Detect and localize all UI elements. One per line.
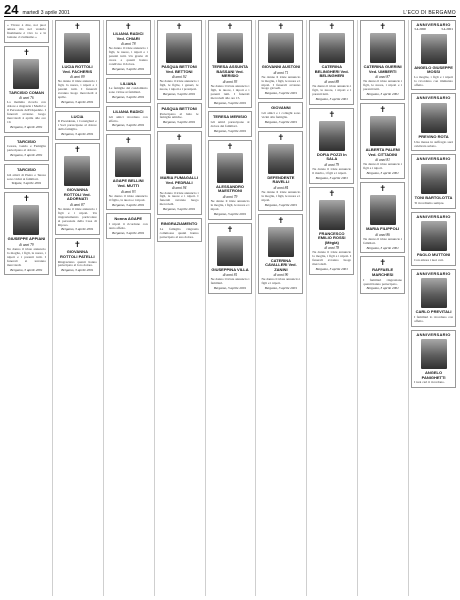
deceased-name: DEFENDENTE RAVELLI <box>267 174 295 185</box>
notice-text: Gli amici ricordano con affetto. <box>108 114 148 123</box>
portrait-photo <box>217 236 243 266</box>
obituary-notice <box>55 143 100 235</box>
notice-place-date: Bergamo, 3 aprile 2001 <box>366 245 399 250</box>
notice-text: Ne danno il triste annuncio la moglie, i figli, le nuore, i nipoti e i parenti tutti. I funerali si terranno mercoledì. <box>7 247 46 267</box>
deceased-age: di anni 93 <box>120 189 136 194</box>
portrait-photo <box>370 116 396 146</box>
deceased-name: GIOVANNA ROTTOLI Ved. ADORNATI <box>63 186 91 202</box>
notice-text: Ne danno il triste annuncio il marito, i figli e i nipoti. <box>312 166 352 175</box>
anniversary-heading: ANNIVERSARIO <box>416 331 451 337</box>
deceased-name: LUCIA <box>71 113 84 119</box>
cross-icon: ✝ <box>277 215 285 225</box>
deceased-age: di anni 94 <box>171 186 187 191</box>
notice-place-date: Bergamo, 3 aprile 2001 <box>315 267 348 272</box>
newspaper-name: L'ECO DI BERGAMO <box>403 10 456 16</box>
deceased-name: CATERINA CAVALLERI Ved. ZANINI <box>265 257 297 272</box>
portrait-photo <box>115 147 141 177</box>
deceased-name: FRANCESCO EMILIO ROSSI (Mègià) <box>318 230 346 245</box>
obituary-notice <box>258 20 303 99</box>
obituary-notice <box>360 103 405 179</box>
anniversary-dates <box>414 28 453 32</box>
obituary-column <box>255 20 303 596</box>
deceased-age: di anni 76 <box>19 96 34 101</box>
obituary-column <box>205 20 253 596</box>
page-header <box>4 2 456 17</box>
deceased-name: ANGELO GIUSEPPE MOSSI <box>414 64 453 75</box>
cross-icon: ✝ <box>277 132 285 142</box>
notice-place-date: Bergamo, 3 aprile 2001 <box>112 202 145 207</box>
deceased-name: MARIA FILIPPOLI <box>366 225 400 231</box>
deceased-name: PASQUA BETTONI <box>161 105 197 111</box>
notice-text: Ne danno il triste annuncio i familiari. <box>210 277 250 286</box>
portrait-photo <box>217 153 243 183</box>
deceased-name: GIUSEPPE APPIANI <box>7 236 46 242</box>
deceased-name: LILIANA <box>120 80 137 86</box>
obituary-notice <box>258 214 303 295</box>
notice-place-date: Bergamo, 3 aprile 2001 <box>213 128 247 133</box>
obituary-notice <box>208 111 253 136</box>
cross-icon: ✝ <box>328 22 336 31</box>
notice-text: Ne danno il triste annuncio i figli e i nipoti. Un ringraziamento particolare al personale della Casa di Riposo. <box>57 206 97 227</box>
anniversary-heading: ANNIVERSARIO <box>416 213 451 219</box>
notice-text: Ne danno il triste annuncio i figli, le nuore, i nipoti e i parenti tutti. <box>363 79 403 92</box>
deceased-name: TARCISIO <box>17 167 36 172</box>
obituary-notice <box>258 131 303 211</box>
deceased-name: ANGELO PANIGHETTI <box>421 370 446 380</box>
anniversary-heading: ANNIVERSARIO <box>416 270 451 276</box>
obituary-notice <box>106 134 151 210</box>
notice-place-date: Bergamo, 3 aprile 2001 <box>112 95 145 100</box>
anniversary-notice <box>411 269 456 327</box>
deceased-name: RINGRAZIAMENTO <box>160 221 198 227</box>
notice-place-date: Bergamo, 3 aprile 2001 <box>366 286 399 291</box>
notice-text: Con amore i tuoi cari. <box>414 257 444 262</box>
obituary-column <box>357 20 405 596</box>
obituary-notice <box>157 218 202 242</box>
cross-icon: ✝ <box>277 22 285 31</box>
deceased-age: di anni 79 <box>19 242 34 247</box>
cross-icon: ✝ <box>226 224 234 234</box>
portrait-photo <box>64 156 90 186</box>
portrait-photo <box>319 121 345 151</box>
notice-place-date: Bergamo, 3 aprile 2001 <box>366 92 399 97</box>
obituary-column <box>103 20 151 596</box>
notice-text: Gli amici di Pietro e Teresa sono vicini ai familiari. <box>7 172 46 181</box>
notice-text: Ne danno il triste annuncio i figli, la nuora, i nipoti e i parenti tutti. I funerali avranno luogo mercoledì 4 aprile. <box>57 79 97 99</box>
anniversary-notice <box>411 20 456 90</box>
notice-text: La moglie, i figli e i nipoti lo ricordano con immutato affetto. <box>414 74 454 87</box>
deceased-age: di anni 90 <box>273 273 289 278</box>
portrait-photo <box>421 34 447 64</box>
deceased-name: LILIANA RADICI Ved. CHIARI <box>112 31 144 41</box>
obituary-notice <box>157 20 202 100</box>
deceased-name: DOFIA POZZI In SALA <box>316 151 347 162</box>
deceased-name: GIOVANNA ROTTOLI PATELLI <box>60 249 95 259</box>
notice-text: Ne danno il triste annuncio i figli, le nuore e i nipoti. I funerali avranno luogo mercoledì. <box>159 190 199 207</box>
notice-place-date: Bergamo, 3 aprile 2001 <box>366 171 399 176</box>
notice-text: Gli amici partecipano al dolore dei familiari. <box>210 120 250 128</box>
page-date: martedì 3 aprile 2001 <box>22 10 70 16</box>
notice-place-date: Bergamo, 3 aprile 2001 <box>213 211 247 216</box>
notice-text: Ne danno il triste annuncio i figli, le nuore, i nipoti e i parenti tutti. <box>312 83 352 96</box>
obituary-column <box>4 20 49 596</box>
obituary-notice <box>309 108 354 184</box>
notice-text: Le famiglie del condominio sono vicine ai familiari. <box>108 86 148 95</box>
notice-text: Cesare, Guido e Famiglia partecipano al dolore. <box>7 144 46 153</box>
deceased-name: PREVINO ROTA <box>418 134 449 139</box>
cross-icon: ✝ <box>379 22 387 31</box>
deceased-name: CATERINA GUERINI Ved. UMBERTI <box>363 64 402 74</box>
notice-place-date: Bergamo, 3 aprile 2001 <box>264 119 298 124</box>
obituary-notice <box>106 20 151 75</box>
obituary-notice <box>208 20 253 108</box>
cross-icon: ✝ <box>124 136 132 146</box>
notice-text: Una messa in suffragio sarà celebrata sabato. <box>414 139 454 148</box>
cross-icon: ✝ <box>23 47 30 57</box>
portrait-photo <box>319 33 345 63</box>
notice-place-date: Bergamo, 3 aprile 2001 <box>315 96 348 101</box>
notice-text: La mamma ricorda con dolore e ringrazia i Medici e il Personale dell'Ospedale. I funerali avranno luogo mercoledì 4 aprile alle ore 10. <box>7 100 46 124</box>
portrait-photo <box>217 33 243 63</box>
page-number: 24 <box>4 2 19 17</box>
portrait-photo <box>13 59 39 89</box>
deceased-name: TARCISIO COMAN <box>8 89 44 95</box>
cross-icon: ✝ <box>175 22 183 31</box>
portrait-photo <box>370 33 396 63</box>
deceased-age: di anni 87 <box>70 202 85 207</box>
deceased-name: GIOVANNI AUSTONI <box>261 64 301 69</box>
notice-place-date: Bergamo, 3 aprile 2001 <box>61 99 94 104</box>
notice-place-date: Bergamo, 3 aprile 2001 <box>10 267 43 272</box>
deceased-name: TERESA ASSUNTA BASSANI Ved. MERISIO <box>211 64 249 79</box>
portrait-photo <box>268 144 294 174</box>
obituary-notice <box>258 102 303 127</box>
notice-text: La famiglia ringrazia commossa quanti hanno partecipato al suo dolore. <box>159 226 199 239</box>
anniversary-notice <box>411 154 456 208</box>
deceased-age: di anni 93 <box>222 79 238 84</box>
deceased-name: PAOLO MUTTONI <box>416 252 451 258</box>
notice-text: Ne danno il triste annuncio la moglie, i figli, le nuore e i nipoti. <box>210 199 250 211</box>
obituary-notice <box>360 256 405 294</box>
deceased-age: di anni 92 <box>171 75 187 80</box>
deceased-age: di anni 81 <box>375 158 390 163</box>
deceased-name: PASQUA BETTONI Ved. BETTONI <box>161 64 197 74</box>
deceased-name: GIOVANNI <box>271 105 291 111</box>
notice-text: Ne danno il triste annuncio il figlio, la nuora e i nipoti. <box>108 193 148 202</box>
cross-icon: ✝ <box>175 133 183 143</box>
notice-text: Ne danno il triste annuncio la moglie, i figli, le nuore e i nipoti. I funerali avranno luogo giovedì. <box>261 74 301 91</box>
notice-place-date: Bergamo, 3 aprile 2001 <box>10 124 43 129</box>
notice-place-date: Bergamo, 3 aprile 2001 <box>213 286 247 291</box>
deceased-name: GIUSEPPINA VILLA <box>211 266 249 272</box>
deceased-name: CATERINA BELINGHERI Ved. BELINGHERI <box>314 64 349 79</box>
portrait-photo <box>166 33 192 63</box>
notice-place-date: Bergamo, 3 aprile 2001 <box>112 123 145 128</box>
deceased-name: RAFFAELE MARCHESI <box>372 267 394 277</box>
notice-text: Ringraziano quanti hanno partecipato al loro dolore. <box>57 259 97 268</box>
anniversary-to-date: 3.4.2001 <box>441 26 454 31</box>
anniversary-notice <box>411 212 456 266</box>
obituary-notice <box>4 136 49 161</box>
obituary-notice <box>309 187 354 275</box>
cross-icon: ✝ <box>73 22 81 31</box>
notice-place-date: Bergamo, 3 aprile 2001 <box>61 268 94 273</box>
obituary-column <box>154 20 202 596</box>
anniversary-from-date: 3.4.2000 <box>414 26 426 31</box>
deceased-age: di anni 71 <box>273 70 289 75</box>
cross-icon: ✝ <box>124 22 132 31</box>
notice-text: I nipoti ti ricordano con tanto affetto. <box>108 222 148 230</box>
deceased-age: di anni 78 <box>324 246 340 251</box>
cross-icon: ✝ <box>379 104 387 114</box>
deceased-age: di anni 79 <box>324 162 340 167</box>
cross-icon: ✝ <box>226 22 234 31</box>
notice-text: Partecipano al lutto le famiglie amiche. <box>159 111 199 120</box>
notice-text: Ne danno il triste annuncio i figli e i nipoti. <box>261 277 301 286</box>
notice-place-date: Bergamo, 3 aprile 2001 <box>213 100 247 105</box>
deceased-age: di anni 84 <box>273 185 289 190</box>
deceased-name: TARCISIO <box>17 138 36 144</box>
cross-icon: ✝ <box>379 258 387 268</box>
obituary-notice <box>4 46 49 133</box>
portrait-photo <box>64 33 90 63</box>
obituary-notice <box>360 20 405 100</box>
notice-text: Ne danno il triste annuncio la moglie, i figli, le nuore e i nipoti. <box>261 189 301 202</box>
obituary-notice <box>208 223 253 294</box>
portrait-photo <box>421 221 447 251</box>
portrait-photo <box>13 205 39 235</box>
notice-text: Ne danno il triste annuncio la moglie, i figli e i nipoti. I funerali avranno luogo mercoledì. <box>312 250 352 267</box>
obituary-notice <box>4 164 49 189</box>
cross-icon: ✝ <box>23 194 30 204</box>
deceased-age: di anni 79 <box>222 194 238 199</box>
anniversary-notice <box>411 93 456 151</box>
notice-text: Ne danno il triste annuncio i figli, le nuore, i nipoti e i parenti tutti. I funerali mercoledì alle ore 15. <box>210 83 250 100</box>
deceased-name: AGAPE BELLINI Ved. MUTTI <box>112 178 144 188</box>
deceased-age: di anni 87 <box>375 75 390 80</box>
cross-icon: ✝ <box>328 188 336 198</box>
deceased-name: MARIA FUMAGALLI Ved. PEDRALI <box>160 175 198 185</box>
notice-place-date: Telgate, 3 aprile 2001 <box>11 181 42 186</box>
obituary-column <box>52 20 100 596</box>
notice-text: Ti ricordiamo sempre. <box>414 200 445 205</box>
obituary-notice <box>4 192 49 275</box>
notice-text: Gli amici e i colleghi sono vicini alla famiglia. <box>261 110 301 119</box>
portrait-photo <box>421 278 447 308</box>
cross-icon: ✝ <box>226 141 234 151</box>
deceased-age: di anni 78 <box>120 42 136 47</box>
deceased-name: ALBERTA PALENI Ved. CITTADINI <box>365 146 400 157</box>
notice-place-date: Bergamo, 3 aprile 2001 <box>61 132 94 137</box>
notice-text: Ne danno il triste annuncio i figli, le nuore, i nipoti e i parenti tutti. Un grazie di cuore a quanti hanno condiviso il dolore. <box>108 46 148 66</box>
notice-place-date: Bergamo, 3 aprile 2001 <box>112 66 145 71</box>
notice-text: I familiari lo ricordano con affetto. <box>414 314 454 323</box>
obituary-notice <box>55 238 100 276</box>
notice-text: I familiari ringraziano quanti hanno partecipato. <box>363 277 403 286</box>
obituary-notice <box>106 106 151 131</box>
obituary-notice <box>157 131 202 215</box>
deceased-age: di anni 81 <box>222 273 238 278</box>
notice-place-date: Bergamo, 3 aprile 2001 <box>112 230 145 235</box>
cross-icon: ✝ <box>379 183 387 193</box>
anniversary-heading: ANNIVERSARIO <box>416 156 451 162</box>
portrait-photo <box>268 227 294 257</box>
obituary-notice <box>157 103 202 128</box>
portrait-photo <box>421 164 447 194</box>
cross-icon: ✝ <box>73 144 81 154</box>
notice-place-date: Bergamo, 3 aprile 2001 <box>10 153 43 158</box>
portrait-photo <box>268 33 294 63</box>
notice-place-date: Bergamo, 3 aprile 2001 <box>162 207 196 212</box>
notice-place-date: Bergamo, 3 aprile 2001 <box>264 91 298 96</box>
anniversary-notice <box>411 330 456 389</box>
anniversary-heading: ANNIVERSARIO <box>416 95 451 101</box>
notice-place-date: Bergamo, 3 aprile 2001 <box>264 286 298 291</box>
notice-place-date: Bergamo, 3 aprile 2001 <box>61 227 94 232</box>
deceased-name: CARLO PREVITALI <box>415 309 452 315</box>
notice-text: Ne danno il triste annuncio i familiari. <box>363 236 403 245</box>
notice-text: Il Presidente, i Consiglieri e i Soci partecipano al dolore della famiglia. <box>57 119 97 132</box>
notice-place-date: Bergamo, 3 aprile 2001 <box>162 92 196 97</box>
notice-text: Ne danno il triste annuncio i figli e i nipoti. <box>363 162 403 171</box>
obituary-notice <box>208 140 253 220</box>
portrait-photo <box>166 144 192 174</box>
anniversary-heading: ANNIVERSARIO <box>416 22 451 27</box>
obituary-notice <box>55 111 100 140</box>
deceased-age: di anni 89 <box>70 75 85 80</box>
deceased-name: ALESSANDRO MAESTRONI <box>216 183 245 194</box>
notice-place-date: Bergamo, 3 aprile 2001 <box>162 120 196 125</box>
notice-place-date: Bergamo, 3 aprile 2001 <box>315 175 348 180</box>
obituary-notice <box>106 78 151 103</box>
notice-text: Ne danno il triste annuncio i figli, le figlie, i generi, le nuore, i nipoti e i pronipoti. <box>159 79 199 92</box>
obituary-notice <box>55 20 100 108</box>
obituary-notice <box>106 213 151 238</box>
cross-icon: ✝ <box>328 109 336 119</box>
portrait-photo <box>421 103 447 133</box>
obituary-column <box>306 20 354 596</box>
obituary-notice <box>4 20 49 43</box>
portrait-photo <box>421 339 447 369</box>
notice-text: I tuoi cari ti ricordano. <box>414 380 445 385</box>
obituary-notice <box>360 182 405 253</box>
notice-place-date: Bergamo, 3 aprile 2001 <box>264 202 298 207</box>
obituary-column <box>408 20 456 596</box>
deceased-name: Nonna AGAPE <box>114 216 143 222</box>
cross-icon: ✝ <box>73 240 81 250</box>
notice-text: « Vivere è dire, noi puoi amare ma nel vederlo finalmente è vivo io e là lontano ci riamiamo » <box>7 23 46 39</box>
portrait-photo <box>319 200 345 230</box>
deceased-name: TERESA MERISIO <box>212 114 248 120</box>
obituary-notice <box>309 20 354 105</box>
deceased-name: LILIANA RADICI <box>112 109 144 115</box>
portrait-photo <box>370 195 396 225</box>
deceased-age: di anni 88 <box>324 79 340 84</box>
obituary-columns <box>4 20 456 596</box>
deceased-age: di anni 86 <box>375 232 390 237</box>
deceased-name: LUCIA ROTTOLI Ved. FACHERIS <box>62 64 93 74</box>
deceased-name: TONI BARTOLOTTA <box>414 195 453 200</box>
